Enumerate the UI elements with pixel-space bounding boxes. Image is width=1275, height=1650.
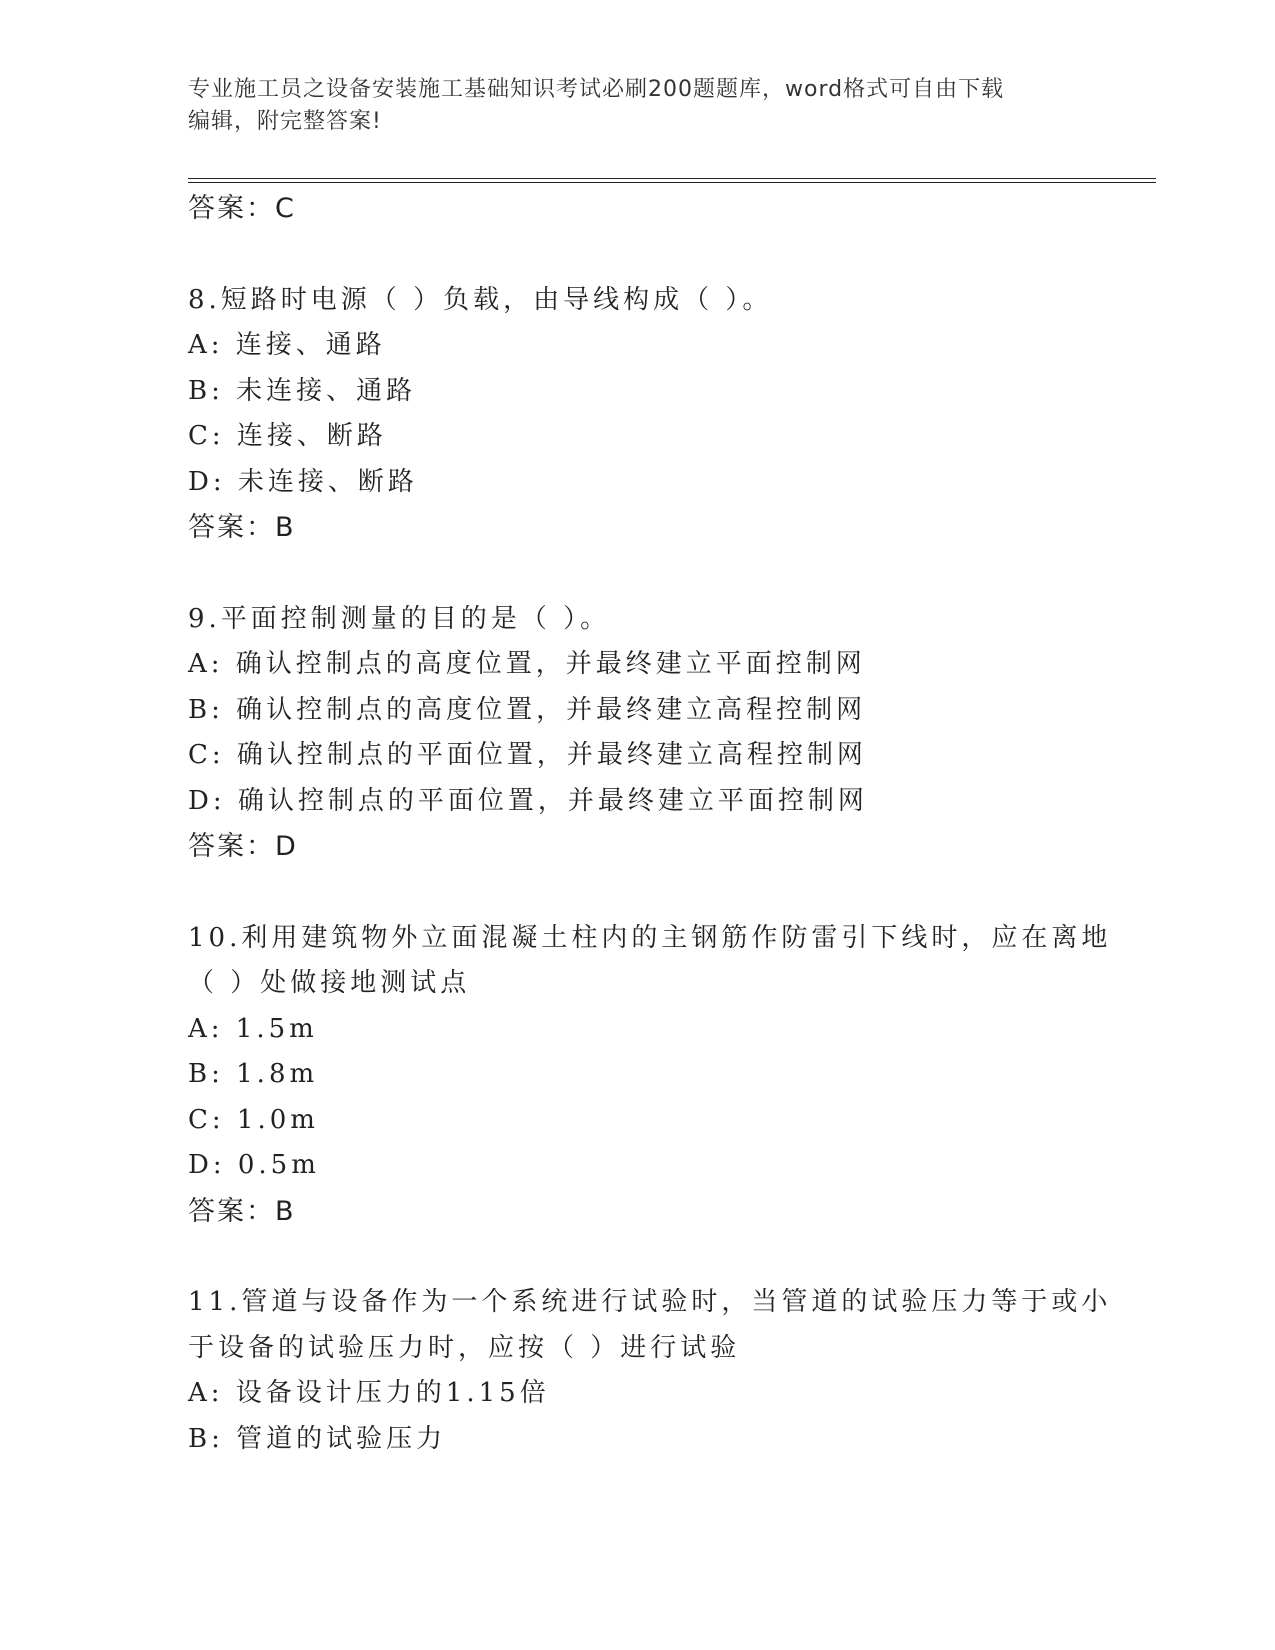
question-block <box>188 597 1088 870</box>
option-d: D: 确认控制点的平面位置，并最终建立平面控制网 <box>188 785 868 816</box>
question-block <box>188 916 1112 1235</box>
header-divider <box>188 178 1156 183</box>
option-b: B: 未连接、通路 <box>188 375 417 406</box>
option-c: C: 1.0m <box>188 1104 319 1135</box>
answer-label: 答案：B <box>188 1195 296 1227</box>
option-b: B: 确认控制点的高度位置，并最终建立高程控制网 <box>188 694 867 725</box>
question-stem: 11.管道与设备作为一个系统进行试验时，当管道的试验压力等于或小 <box>188 1287 1112 1317</box>
option-b: B: 管道的试验压力 <box>188 1423 447 1454</box>
option-a: A: 设备设计压力的1.15倍 <box>188 1378 550 1408</box>
option-a: A: 1.5m <box>188 1013 318 1044</box>
question-block <box>188 278 1088 551</box>
spacer <box>188 232 1088 278</box>
question-block <box>188 1280 1112 1462</box>
option-b: B: 1.8m <box>188 1059 319 1089</box>
question-stem-continued: （ ）处做接地测试点 <box>188 968 471 998</box>
option-c: C: 确认控制点的平面位置，并最终建立高程控制网 <box>188 740 867 770</box>
header-line-2: 编辑，附完整答案! <box>188 109 382 134</box>
question-stem: 9.平面控制测量的目的是（ ）。 <box>188 603 611 634</box>
answer-label: 答案：B <box>188 512 296 543</box>
document-body <box>188 186 1112 1462</box>
question-stem: 10.利用建筑物外立面混凝土柱内的主钢筋作防雷引下线时，应在离地 <box>188 922 1112 953</box>
answer-label: 答案：D <box>188 831 298 862</box>
question-stem-continued: 于设备的试验压力时，应按（ ）进行试验 <box>188 1332 741 1363</box>
option-d: D: 0.5m <box>188 1150 320 1180</box>
option-d: D: 未连接、断路 <box>188 466 418 497</box>
option-a: A: 确认控制点的高度位置，并最终建立平面控制网 <box>188 649 866 679</box>
document-header <box>188 74 1088 138</box>
question-stem: 8.短路时电源（ ）负载，由导线构成（ ）。 <box>188 284 773 315</box>
header-line-1: 专业施工员之设备安装施工基础知识考试必刷200题题库，word格式可自由下载 <box>188 77 1005 102</box>
option-a: A: 连接、通路 <box>188 330 386 360</box>
spacer <box>188 551 1088 597</box>
spacer <box>188 1234 1088 1280</box>
answer-label: 答案：C <box>188 193 296 224</box>
option-c: C: 连接、断路 <box>188 421 387 451</box>
spacer <box>188 870 1088 916</box>
